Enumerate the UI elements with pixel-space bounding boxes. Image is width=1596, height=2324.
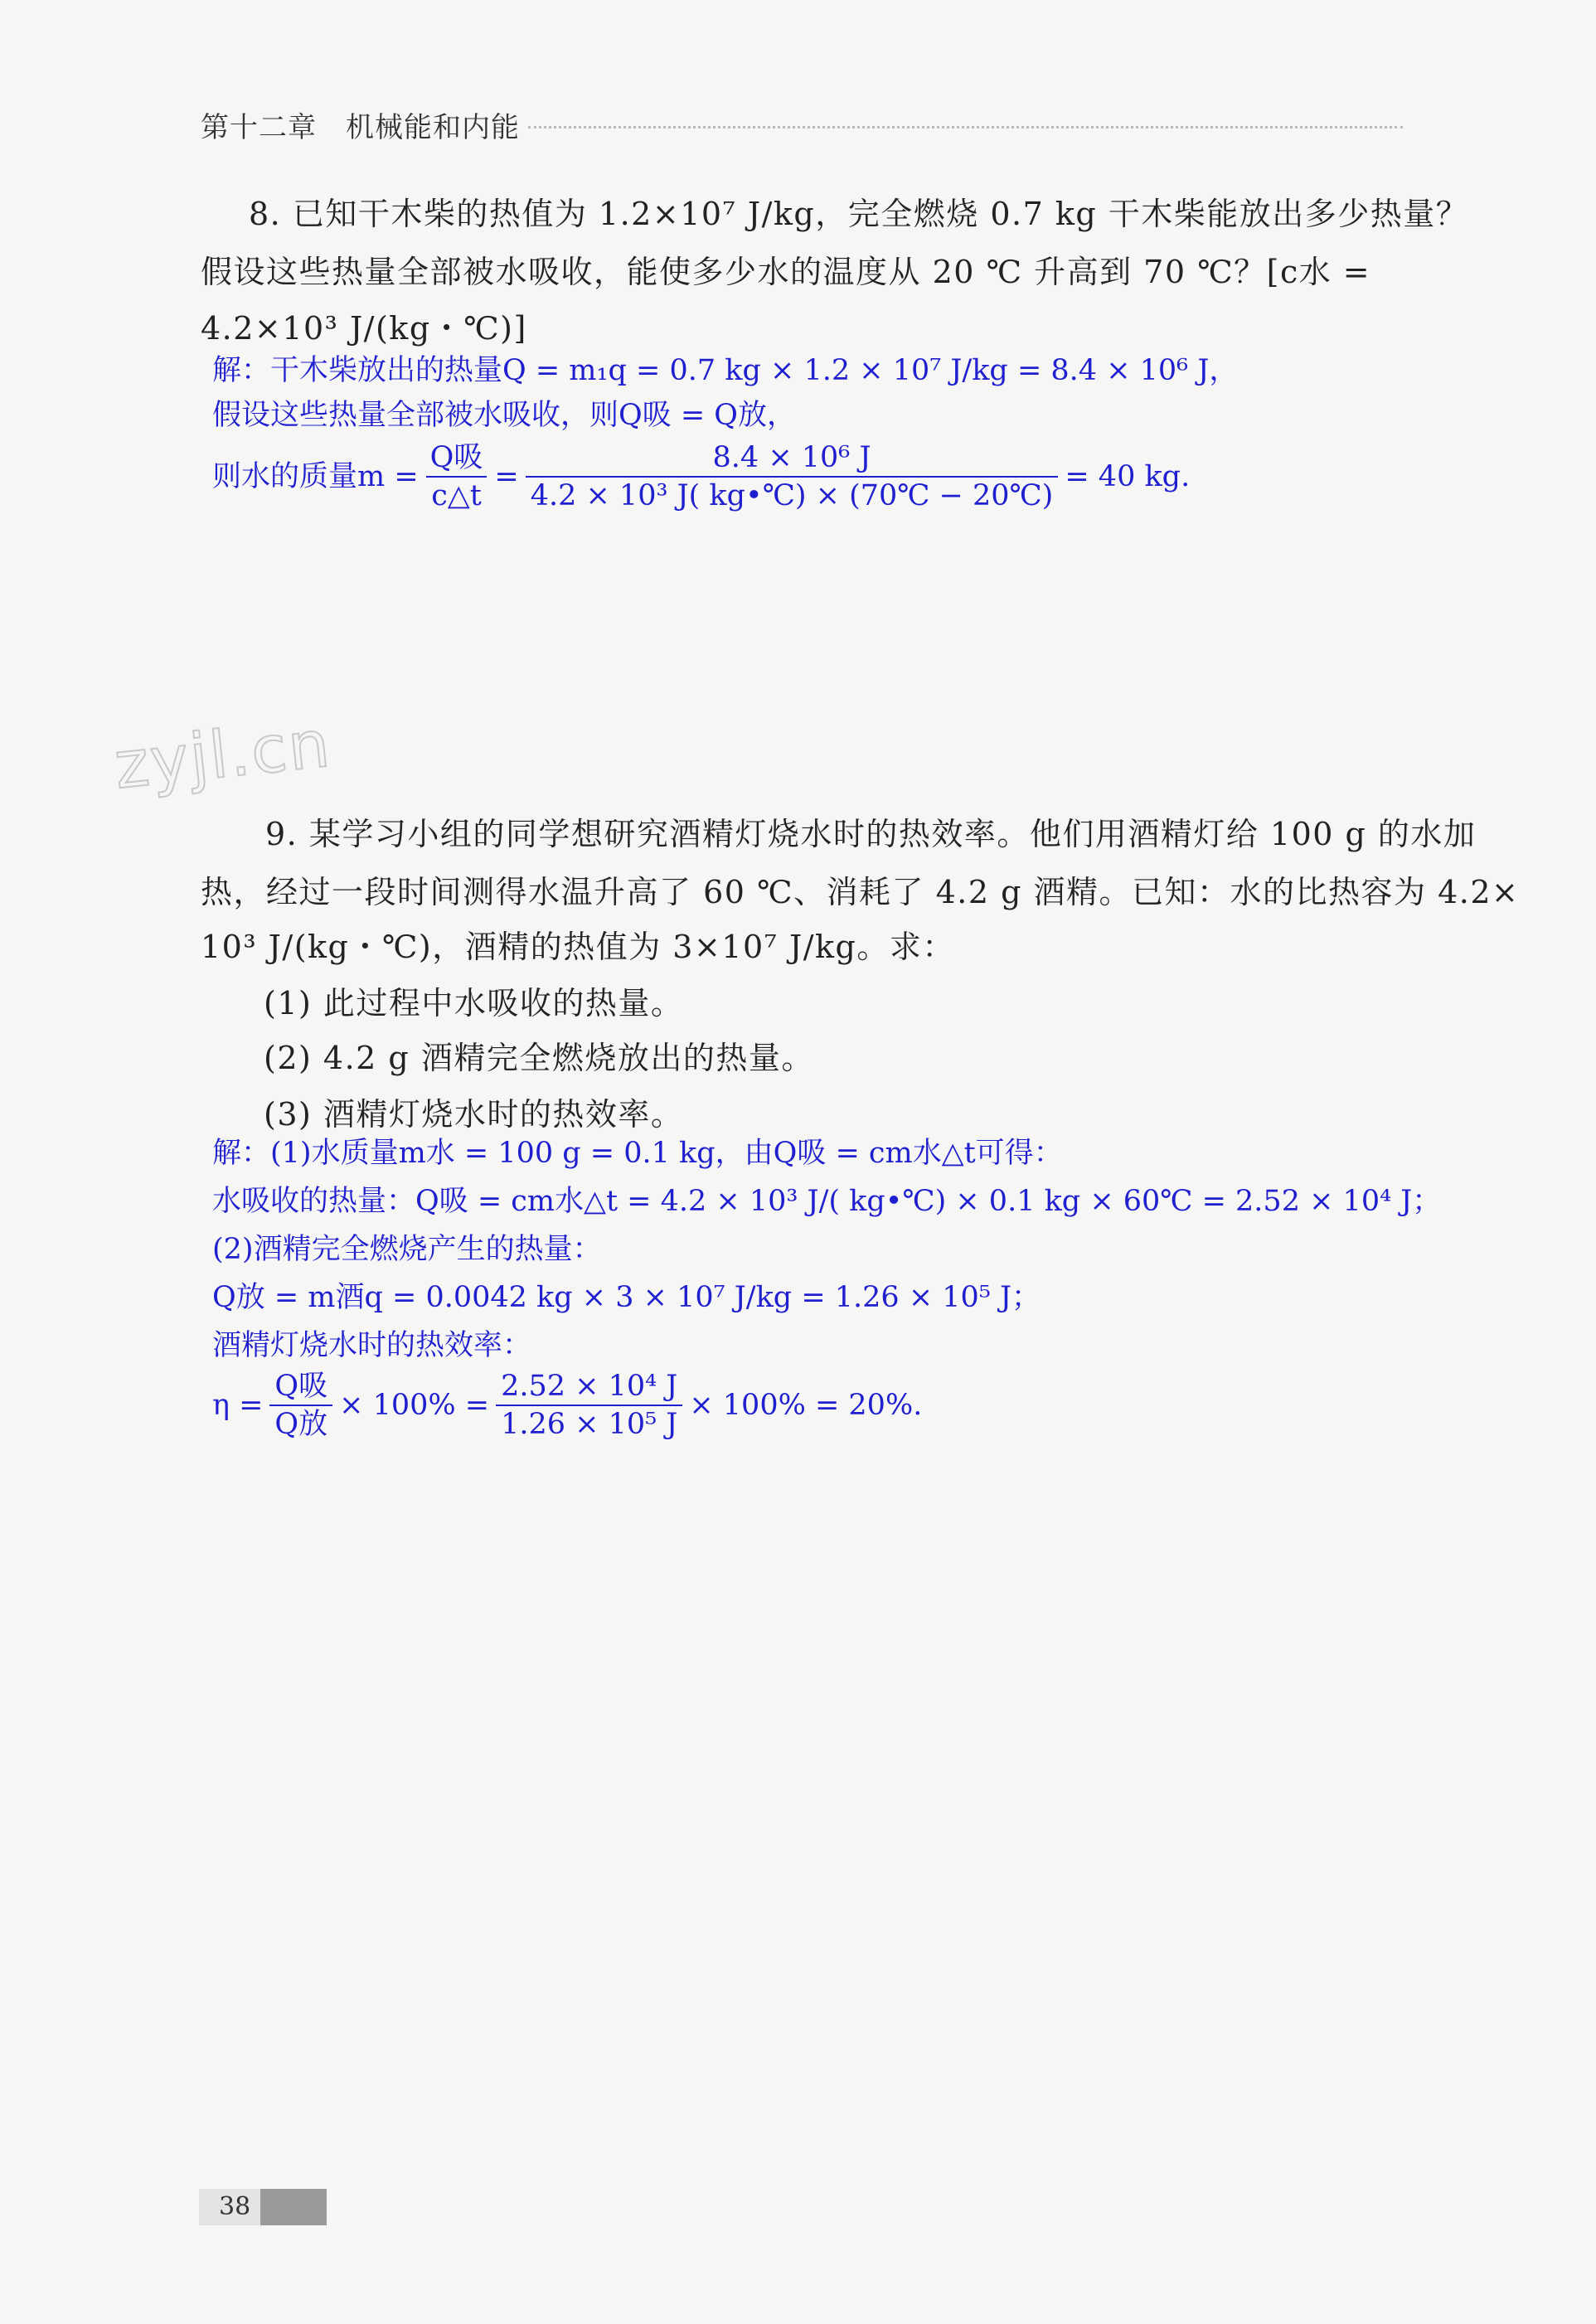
- q9-line-1: 9. 某学习小组的同学想研究酒精灯烧水时的热效率。他们用酒精灯给 100 g 的水加: [265, 816, 1477, 852]
- a9-line-3: (2)酒精完全燃烧产生的热量：: [212, 1233, 602, 1266]
- chapter-header: [201, 99, 1403, 149]
- a9-line-2: 水吸收的热量：Q吸 = cm水△t = 4.2 × 10³ J/( kg•℃) × 0.1 kg × 60℃ = 2.52 × 10⁴ J；: [212, 1185, 1442, 1218]
- q9-item-1: (1) 此过程中水吸收的热量。: [264, 985, 684, 1021]
- fraction-denominator: Q放: [269, 1405, 332, 1443]
- a9-line-6-lhs: η =: [212, 1389, 264, 1422]
- a9-line-6-result: × 100% = 20%.: [689, 1389, 923, 1422]
- fraction-denominator: c△t: [426, 476, 487, 514]
- a8-line-3: [212, 439, 1190, 514]
- site-watermark: zyjl.cn: [111, 706, 335, 804]
- a8-line-3-text: 则水的质量: [212, 460, 358, 493]
- a9-line-6: [212, 1368, 922, 1443]
- a8-line-3-eq: =: [494, 460, 519, 493]
- a9-fraction-q-ratio: [269, 1368, 332, 1443]
- fraction-numerator: 2.52 × 10⁴ J: [501, 1370, 678, 1403]
- fraction-denominator: 1.26 × 10⁵ J: [496, 1405, 682, 1443]
- a9-line-1: 解：(1)水质量m水 = 100 g = 0.1 kg，由Q吸 = cm水△t可得：: [212, 1137, 1063, 1170]
- page-number-bar: [260, 2189, 327, 2225]
- a8-fraction-values: [526, 439, 1059, 514]
- q9-line-2: 热，经过一段时间测得水温升高了 60 ℃、消耗了 4.2 g 酒精。已知：水的比热容为 4.2×: [201, 874, 1520, 910]
- q9-item-3: (3) 酒精灯烧水时的热效率。: [264, 1096, 684, 1133]
- a9-fraction-values: [496, 1368, 682, 1443]
- fraction-numerator: Q吸: [274, 1370, 328, 1403]
- q9-line-3: 10³ J/(kg・℃)，酒精的热值为 3×10⁷ J/kg。求：: [201, 929, 955, 965]
- a8-line-1: [212, 350, 1238, 391]
- a8-line-3-result: = 40 kg.: [1065, 460, 1191, 493]
- a8-line-3-lhs: m =: [357, 460, 419, 493]
- q8-line-1: 8. 已知干木柴的热值为 1.2×10⁷ J/kg，完全燃烧 0.7 kg 干木柴能放出多少热量？: [249, 196, 1469, 232]
- q8-line-3: 4.2×10³ J/(kg・℃)]: [201, 310, 527, 347]
- fraction-numerator: Q吸: [429, 441, 483, 474]
- a8-line-1-math: Q = m₁q = 0.7 kg × 1.2 × 10⁷ J/kg = 8.4 × 10⁶ J，: [502, 354, 1239, 387]
- a9-line-6-mid: × 100% =: [339, 1389, 490, 1422]
- fraction-denominator: 4.2 × 10³ J( kg•℃) × (70℃ − 20℃): [526, 476, 1059, 514]
- a8-line-2: [212, 395, 796, 436]
- a8-line-2-math: Q吸 = Q放，: [619, 399, 796, 432]
- fraction-numerator: 8.4 × 10⁶ J: [712, 441, 871, 474]
- q9-item-2: (2) 4.2 g 酒精完全燃烧放出的热量。: [264, 1040, 814, 1076]
- page-number: 38: [199, 2189, 260, 2225]
- chapter-title: 第十二章 机械能和内能: [201, 110, 520, 144]
- page-footer: [199, 2189, 327, 2225]
- q8-line-2: 假设这些热量全部被水吸收，能使多少水的温度从 20 ℃ 升高到 70 ℃？[c水 =: [201, 254, 1371, 290]
- header-dotted-rule: [528, 126, 1403, 129]
- a9-line-4: Q放 = m酒q = 0.0042 kg × 3 × 10⁷ J/kg = 1.26 × 10⁵ J；: [212, 1281, 1041, 1314]
- a8-line-2-text: 假设这些热量全部被水吸收，则: [212, 399, 619, 432]
- a9-line-5: 酒精灯烧水时的热效率：: [212, 1329, 532, 1362]
- a8-fraction-q-over-ct: [425, 439, 488, 514]
- a8-line-1-text: 解：干木柴放出的热量: [212, 354, 503, 387]
